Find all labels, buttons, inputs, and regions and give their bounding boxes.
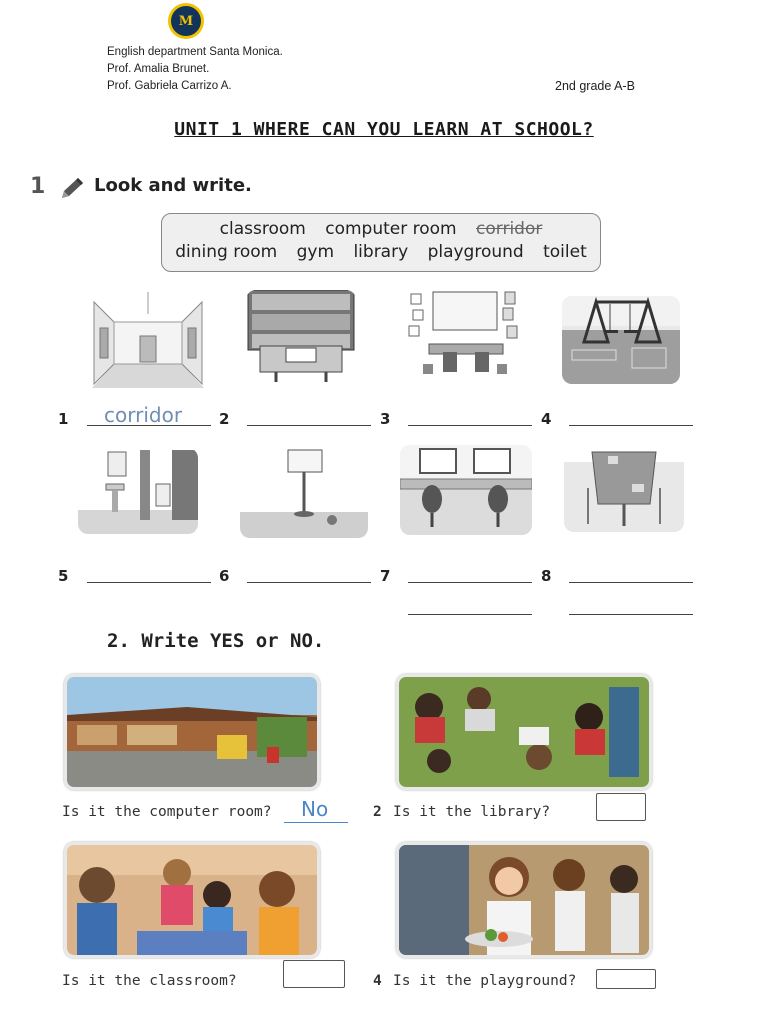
- item-number-2: 2: [219, 410, 230, 428]
- answer-line-7[interactable]: [408, 582, 532, 583]
- word-toilet: toilet: [543, 242, 587, 262]
- teacher-1: Prof. Amalia Brunet.: [107, 63, 210, 75]
- answer-box-q3[interactable]: [283, 960, 345, 988]
- question-4-number: 4: [373, 973, 382, 989]
- toilet-picture: [78, 448, 198, 534]
- word-playground: playground: [427, 242, 524, 262]
- word-library: library: [353, 242, 409, 262]
- pencil-icon: [58, 176, 86, 206]
- word-dining-room: dining room: [175, 242, 278, 262]
- item-number-1: 1: [58, 410, 69, 428]
- worksheet-title: UNIT 1 WHERE CAN YOU LEARN AT SCHOOL?: [174, 119, 594, 140]
- word-corridor-crossed: corridor: [476, 219, 543, 239]
- classroom-picture: [405, 290, 522, 382]
- answer-box-q4[interactable]: [596, 969, 656, 989]
- word-classroom: classroom: [219, 219, 306, 239]
- word-computer-room: computer room: [325, 219, 457, 239]
- playground-picture: [562, 296, 680, 384]
- dining-room-picture: [564, 448, 684, 532]
- answer-line-7b[interactable]: [408, 614, 532, 615]
- answer-line-q1[interactable]: [284, 822, 348, 823]
- answer-line-3[interactable]: [408, 425, 532, 426]
- logo-emblem: M: [170, 5, 202, 37]
- item-number-8: 8: [541, 567, 552, 585]
- answer-line-5[interactable]: [87, 582, 211, 583]
- answer-line-8[interactable]: [569, 582, 693, 583]
- answer-text-1: corridor: [104, 403, 183, 427]
- item-number-5: 5: [58, 567, 69, 585]
- department-line: English department Santa Monica.: [107, 46, 283, 58]
- answer-line-8b[interactable]: [569, 614, 693, 615]
- question-4-text: Is it the playground?: [393, 973, 577, 989]
- dining-girl-photo: [396, 842, 652, 958]
- gym-picture: [240, 448, 368, 538]
- computer-room-picture: [400, 445, 532, 535]
- word-gym: gym: [296, 242, 335, 262]
- exercise-1-number: 1: [30, 174, 46, 199]
- item-number-3: 3: [380, 410, 391, 428]
- word-bank: [161, 213, 601, 272]
- teacher-2: Prof. Gabriela Carrizo A.: [107, 80, 232, 92]
- grade-label: 2nd grade A-B: [555, 79, 635, 93]
- question-2-text: Is it the library?: [393, 804, 551, 820]
- question-1-text: Is it the computer room?: [62, 804, 272, 820]
- library-picture: [246, 290, 356, 382]
- exercise-2-title: 2. Write YES or NO.: [107, 630, 325, 652]
- question-3-text: Is it the classroom?: [62, 973, 237, 989]
- classroom-children-photo: [64, 842, 320, 958]
- exercise-1-instruction: Look and write.: [94, 175, 252, 196]
- answer-line-4[interactable]: [569, 425, 693, 426]
- answer-line-2[interactable]: [247, 425, 371, 426]
- question-1-answer: No: [301, 797, 329, 821]
- item-number-4: 4: [541, 410, 552, 428]
- item-number-7: 7: [380, 567, 391, 585]
- question-2-number: 2: [373, 804, 382, 820]
- answer-box-q2[interactable]: [596, 793, 646, 821]
- corridor-picture: [84, 292, 212, 388]
- answer-line-6[interactable]: [247, 582, 371, 583]
- reading-children-photo: [396, 674, 652, 790]
- school-logo: [168, 3, 204, 39]
- item-number-6: 6: [219, 567, 230, 585]
- school-building-photo: [64, 674, 320, 790]
